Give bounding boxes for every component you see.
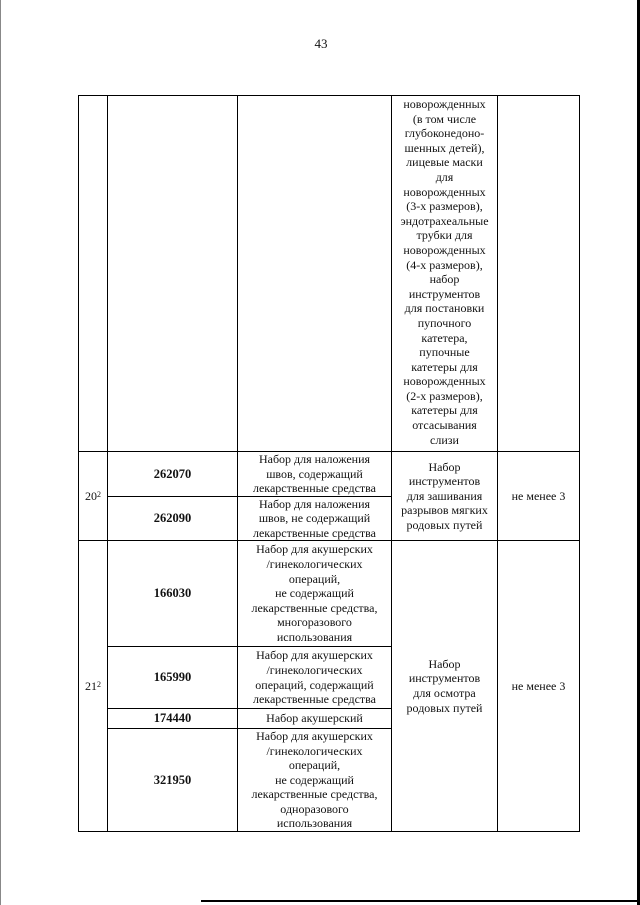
- page-number: 43: [314, 36, 328, 51]
- row-21-number: 21 $^2$: [85, 678, 101, 693]
- row-21-quantity: не менее 3: [511, 678, 566, 693]
- row-21-code-3: 174440: [153, 711, 192, 726]
- row-20-group: Набор инструментов для зашивания разрывов мягких родовых путей: [401, 459, 488, 532]
- equipment-table: [78, 95, 580, 832]
- row-20-code-1: 262070: [153, 466, 192, 481]
- row-21-name-2: Набор для акушерских /гинекологических операций, содержащий лекарственные средства: [252, 648, 377, 707]
- row-20-name-1: Набор для наложения швов, содержащий лекарственные средства: [252, 452, 377, 496]
- row-21-name-4: Набор для акушерских /гинекологических операций, не содержащий лекарственные средства, одноразового использования: [251, 728, 378, 831]
- continuation-group-text: новорожденных (в том числе глубоконедоно- шенных детей), лицевые маски для новорожденных (3-х размеров), эндотрахеальные трубки для новорожденных (4-х размеров), набор инструментов для постановки пупочного катетера, пупочные катетеры для новорожденных (2-х размеров), катетеры для отсасывания слизи: [400, 97, 489, 447]
- row-21-name-1: Набор для акушерских /гинекологических операций, не содержащий лекарственные средства, многоразового использования: [251, 542, 378, 644]
- row-20-quantity: не менее 3: [511, 488, 566, 503]
- row-21-group: Набор инструментов для осмотра родовых путей: [406, 656, 483, 715]
- row-21-code-1: 166030: [153, 586, 192, 601]
- row-21-name-3: Набор акушерский: [266, 711, 363, 726]
- row-21-code-2: 165990: [153, 670, 192, 685]
- row-20-code-2: 262090: [153, 511, 192, 526]
- scan-edge-line: [201, 900, 640, 902]
- row-20-name-2: Набор для наложения швов, не содержащий лекарственные средства: [252, 496, 377, 540]
- row-21-code-4: 321950: [153, 772, 192, 787]
- row-20-number: 20 $^2$: [85, 488, 101, 503]
